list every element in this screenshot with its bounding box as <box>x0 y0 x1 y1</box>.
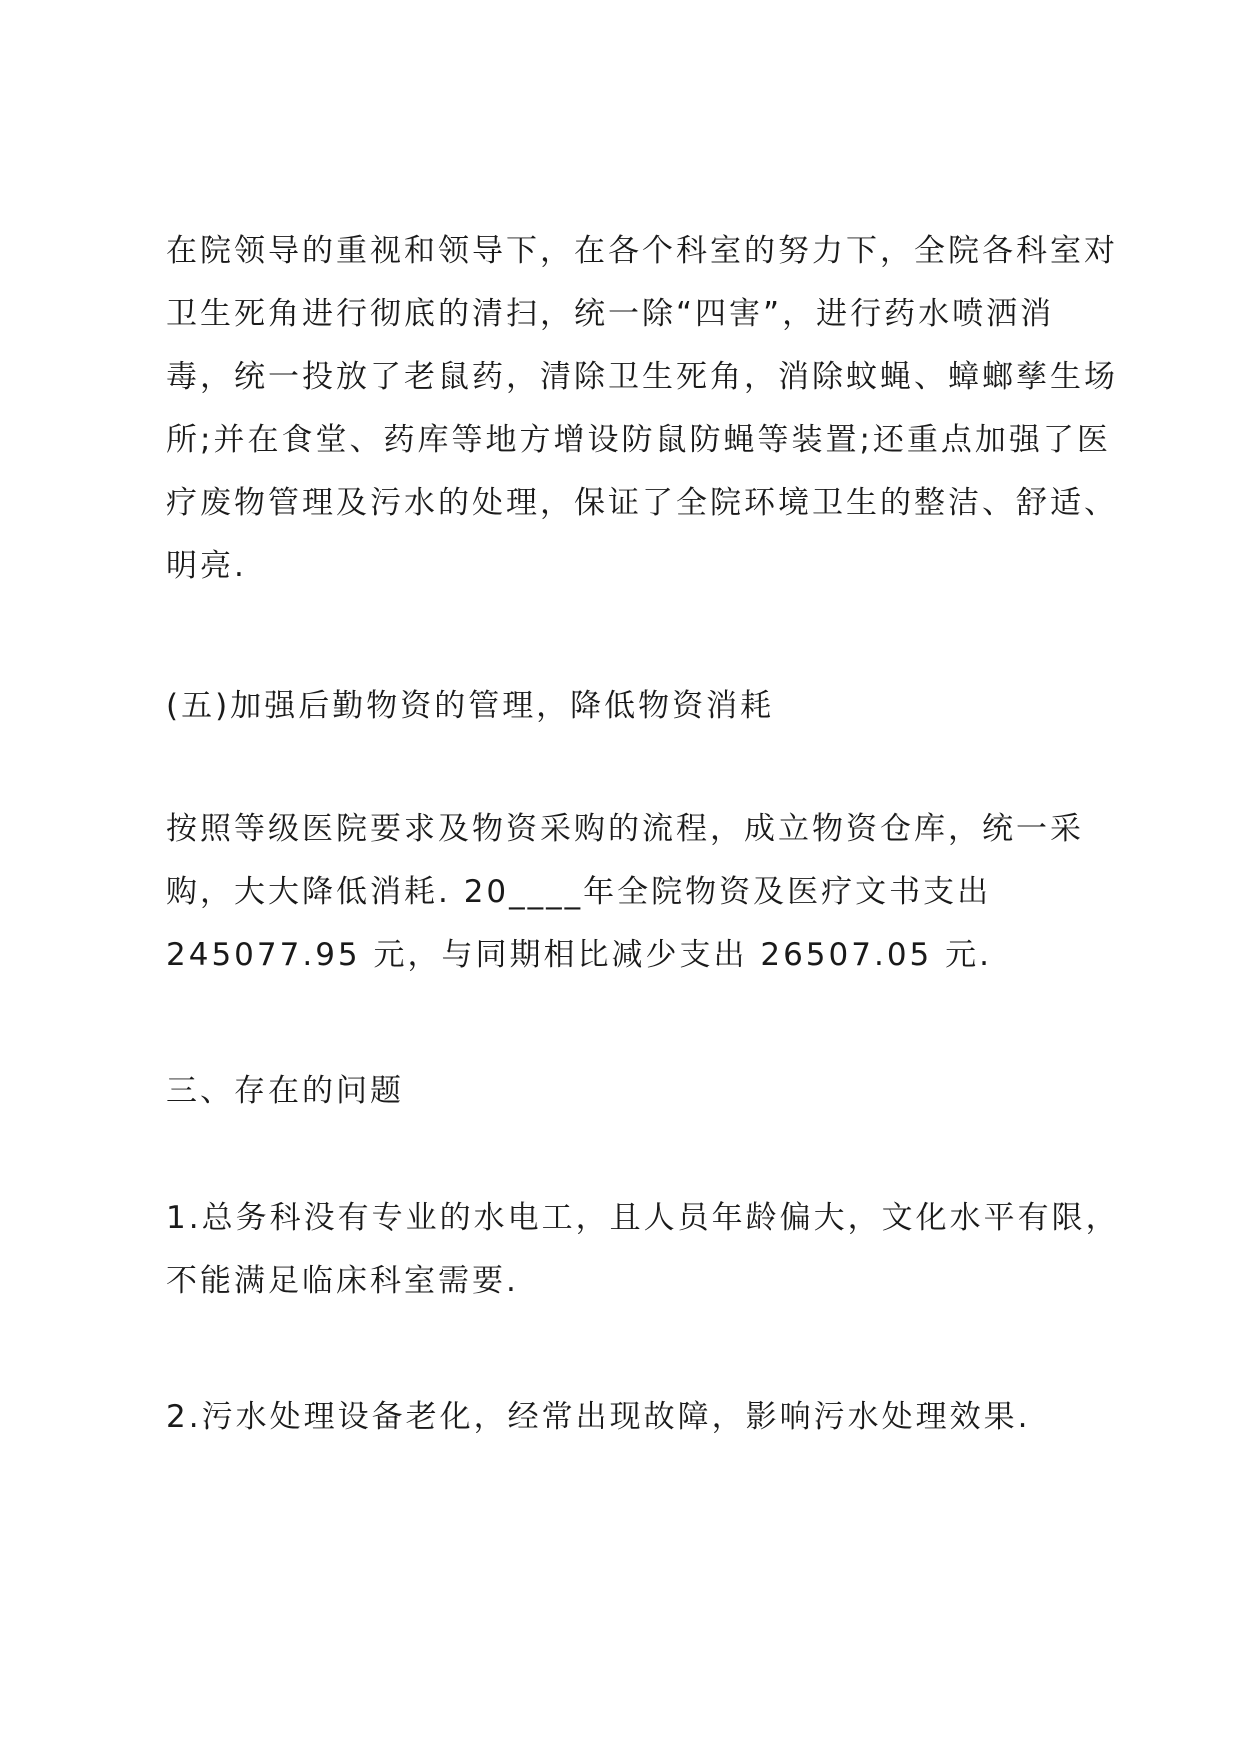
list-item-problem-2 <box>166 1386 1096 1449</box>
paragraph-line: 购，大大降低消耗. 20____年全院物资及医疗文书支出 <box>166 874 992 910</box>
list-item-line: 1.总务科没有专业的水电工，且人员年龄偏大，文化水平有限， <box>166 1200 1120 1236</box>
heading-text: 三、存在的问题 <box>166 1073 404 1109</box>
list-item-line: 不能满足临床科室需要. <box>166 1263 519 1299</box>
paragraph-materials-procurement <box>166 798 1096 987</box>
paragraph-line: 在院领导的重视和领导下，在各个科室的努力下，全院各科室对 <box>166 233 1118 269</box>
paragraph-line: 所;并在食堂、药库等地方增设防鼠防蝇等装置;还重点加强了医 <box>166 422 1111 458</box>
paragraph-line: 明亮. <box>166 548 247 584</box>
section-heading-materials <box>166 675 1096 738</box>
section-heading-problems <box>166 1060 1096 1123</box>
paragraph-line: 按照等级医院要求及物资采购的流程，成立物资仓库，统一采 <box>166 811 1084 847</box>
paragraph-line: 疗废物管理及污水的处理，保证了全院环境卫生的整洁、舒适、 <box>166 485 1118 521</box>
list-item-line: 2.污水处理设备老化，经常出现故障，影响污水处理效果. <box>166 1399 1031 1435</box>
paragraph-environment-sanitation <box>166 220 1118 598</box>
heading-text: (五)加强后勤物资的管理，降低物资消耗 <box>166 688 775 724</box>
paragraph-line: 卫生死角进行彻底的清扫，统一除“四害”，进行药水喷洒消 <box>166 296 1055 332</box>
list-item-problem-1 <box>166 1187 1120 1313</box>
paragraph-line: 毒，统一投放了老鼠药，清除卫生死角，消除蚊蝇、蟑螂孳生场 <box>166 359 1118 395</box>
paragraph-line: 245077.95 元，与同期相比减少支出 26507.05 元. <box>166 937 992 973</box>
